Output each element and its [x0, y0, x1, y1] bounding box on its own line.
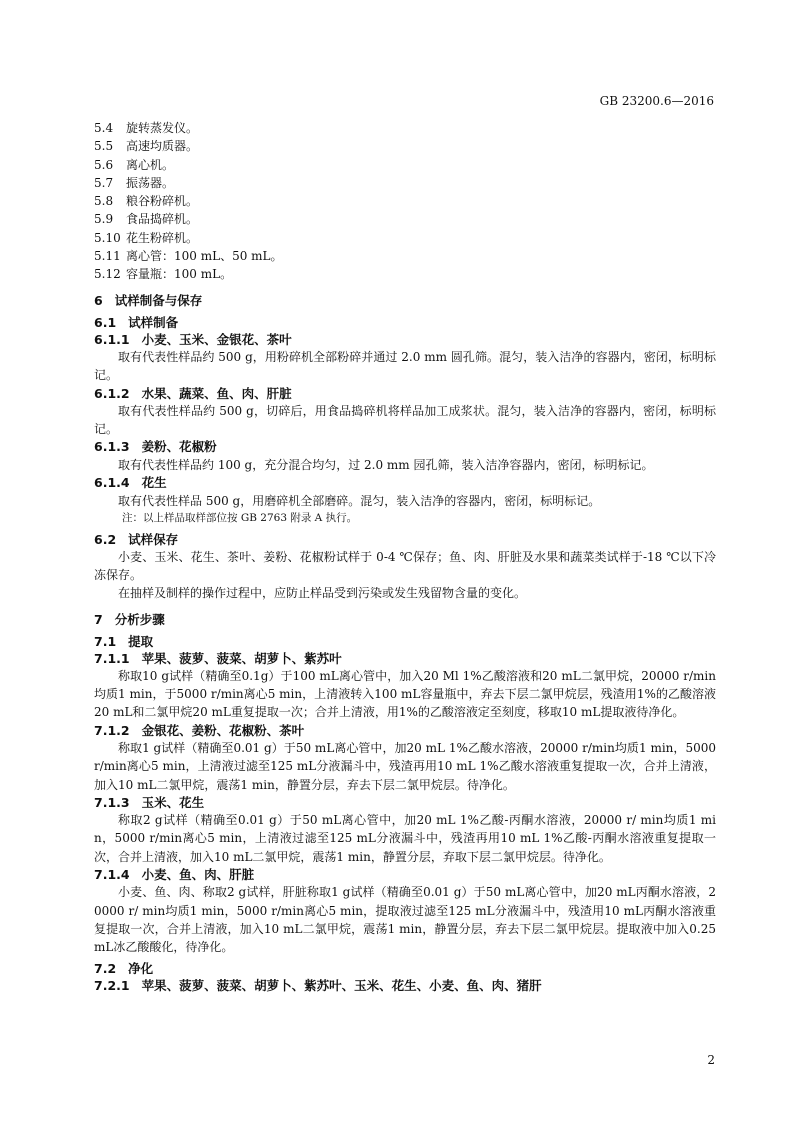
item-number: 5.5 [94, 139, 114, 154]
equipment-item [94, 192, 716, 210]
clause-text: 取有代表性样品约 500 g，用粉碎机全部粉碎并通过 2.0 mm 圆孔筛。混匀，装入洁净的容器内，密闭，标明标记。 [94, 350, 716, 383]
clause-text: 取有代表性样品 500 g，用磨碎机全部磨碎。混匀，装入洁净的容器内，密闭，标明标记。 [118, 493, 601, 508]
clause-heading: 6.1.3 姜粉、花椒粉 [94, 439, 217, 455]
equipment-item [94, 210, 716, 228]
equipment-list [94, 119, 716, 284]
clause-heading: 6.1.1 小麦、玉米、金银花、茶叶 [94, 331, 292, 347]
item-number: 5.9 [94, 212, 114, 227]
item-number: 5.11 [94, 249, 121, 264]
subsection-heading: 6.1 试样制备 [94, 314, 179, 330]
clause-heading: 6.1.2 水果、蔬菜、鱼、肉、肝脏 [94, 385, 292, 401]
document-body [94, 119, 716, 995]
item-text: 食品捣碎机。 [126, 212, 199, 227]
subsection-heading: 7.1 提取 [94, 633, 154, 649]
subsection-heading: 7.2 净化 [94, 961, 154, 977]
clause-text: 小麦、玉米、花生、茶叶、姜粉、花椒粉试样于 0-4 ℃保存；鱼、肉、肝脏及水果和蔬菜类试样于-18 ℃以下冷冻保存。 [94, 549, 716, 583]
clause-heading: 7.1.1 苹果、菠萝、菠菜、胡萝卜、紫苏叶 [94, 650, 342, 666]
item-number: 5.6 [94, 157, 114, 172]
equipment-item [94, 156, 716, 174]
clause-text: 称取2 g试样（精确至0.01 g）于50 mL离心管中，加20 mL 1%乙酸-丙酮水溶液，20000 r/ min均质1 min，5000 r/min离心5 min，上清液过滤至125 mL分液漏斗中，残渣再用10 mL 1%乙酸-丙酮水溶液重复提取一次，合并上清液，加入10 mL二氯甲烷，震荡1 min，静置分层，弃取下层二氯甲烷层。待净化。 [94, 813, 716, 864]
standard-code: GB 23200.6—2016 [599, 94, 714, 108]
item-number: 5.7 [94, 175, 114, 190]
item-number: 5.8 [94, 194, 114, 209]
equipment-item [94, 265, 716, 283]
clause-heading: 6.1.4 花生 [94, 475, 167, 491]
item-number: 5.12 [94, 267, 121, 282]
item-text: 离心管：100 mL、50 mL。 [126, 249, 283, 264]
note-text: 注：以上样品取样部位按 GB 2763 附录 A 执行。 [122, 511, 358, 524]
clause-heading: 7.2.1 苹果、菠萝、菠菜、胡萝卜、紫苏叶、玉米、花生、小麦、鱼、肉、猪肝 [94, 978, 542, 994]
subsection-heading: 6.2 试样保存 [94, 531, 179, 547]
equipment-item [94, 174, 716, 192]
clause-text: 取有代表性样品约 100 g，充分混合均匀，过 2.0 mm 园孔筛，装入洁净容器内，密闭，标明标记。 [118, 457, 654, 472]
clause-text: 称取10 g试样（精确至0.1g）于100 mL离心管中，加入20 Ml 1%乙酸溶液和20 mL二氯甲烷，20000 r/min均质1 min，于5000 r/min离心5 min，上清液转入100 mL容量瓶中，弃去下层二氯甲烷层，残渣用1%的乙酸溶液20 mL和二氯甲烷20 mL重复提取一次；合并上清液，用1%的乙酸溶液定至刻度，移取10 mL提取液待净化。 [94, 669, 716, 720]
item-number: 5.10 [94, 230, 121, 245]
item-text: 花生粉碎机。 [126, 230, 199, 245]
equipment-item [94, 119, 716, 137]
item-text: 高速均质器。 [126, 139, 199, 154]
clause-heading: 7.1.2 金银花、姜粉、花椒粉、茶叶 [94, 722, 305, 738]
clause-text: 小麦、鱼、肉、称取2 g试样，肝脏称取1 g试样（精确至0.01 g）于50 mL离心管中，加20 mL丙酮水溶液，20000 r/ min均质1 min，5000 r/min离心5 min，提取液过滤至125 mL分液漏斗中，残渣用10 mL丙酮水溶液重复提取一次，合并上清液，加入10 mL二氯甲烷，震荡1 min，静置分层，弃去下层二氯甲烷层。提取液中加入0.25 mL冰乙酸酸化，待净化。 [94, 885, 716, 954]
item-number: 5.4 [94, 121, 114, 135]
equipment-item [94, 247, 716, 265]
clause-heading: 7.1.3 玉米、花生 [94, 794, 205, 810]
equipment-item [94, 229, 716, 247]
section-heading: 6 试样制备与保存 [94, 292, 203, 308]
item-text: 振荡器。 [126, 175, 175, 190]
clause-heading: 7.1.4 小麦、鱼、肉、肝脏 [94, 866, 255, 882]
equipment-item [94, 137, 716, 155]
item-text: 粮谷粉碎机。 [126, 194, 199, 209]
page-number: 2 [707, 1053, 715, 1067]
section-heading: 7 分析步骤 [94, 611, 165, 627]
clause-text: 取有代表性样品约 500 g，切碎后，用食品捣碎机将样品加工成浆状。混匀，装入洁净的容器内，密闭，标明标记。 [94, 404, 716, 437]
clause-text: 称取1 g试样（精确至0.01 g）于50 mL离心管中，加20 mL 1%乙酸水溶液，20000 r/min均质1 min，5000 r/min离心5 min，上清液过滤至125 mL分液漏斗中，残渣再用10 mL 1%乙酸水溶液重复提取一次，合并上清液，加入10 mL二氯甲烷，震荡1 min，静置分层，弃去下层二氯甲烷层。待净化。 [94, 741, 716, 792]
item-text: 容量瓶：100 mL。 [126, 267, 233, 282]
item-text: 旋转蒸发仪。 [126, 121, 199, 135]
clause-text: 在抽样及制样的操作过程中，应防止样品受到污染或发生残留物含量的变化。 [118, 586, 527, 601]
item-text: 离心机。 [126, 157, 175, 172]
